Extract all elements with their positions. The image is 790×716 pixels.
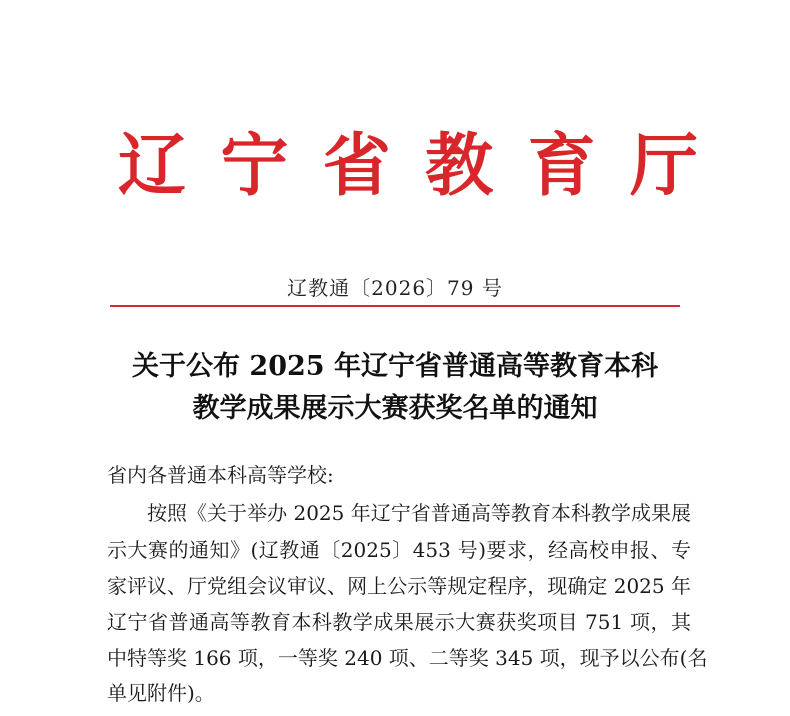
body-line: 按照《关于举办 2025 年辽宁省普通高等教育本科教学成果展 — [147, 501, 691, 525]
org-char: 教 — [425, 127, 494, 206]
body-line: 家评议、厅党组会议审议、网上公示等规定程序，现确定 2025 年 — [107, 574, 691, 598]
salutation: 省内各普通本科高等学校: — [107, 463, 334, 487]
org-char: 宁 — [220, 127, 289, 206]
body-line: 中特等奖 166 项，一等奖 240 项、二等奖 345 项，现予以公布(名 — [107, 646, 708, 670]
red-divider — [110, 305, 680, 307]
issuing-organization-header — [118, 122, 698, 212]
org-char: 厅 — [629, 127, 698, 206]
body-line: 单见附件)。 — [107, 681, 215, 705]
document-number: 辽教通〔2026〕79 号 — [287, 276, 503, 300]
body-line: 辽宁省普通高等教育本科教学成果展示大赛获奖项目 751 项，其 — [107, 610, 691, 634]
body-line: 示大赛的通知》(辽教通〔2025〕453 号)要求，经高校申报、专 — [107, 538, 691, 562]
org-char: 辽 — [118, 127, 187, 206]
document-title-line-1: 关于公布 2025 年辽宁省普通高等教育本科 — [132, 351, 658, 382]
document-title-line-2: 教学成果展示大赛获奖名单的通知 — [192, 393, 598, 424]
org-char: 省 — [322, 127, 391, 206]
org-char: 育 — [527, 127, 596, 206]
